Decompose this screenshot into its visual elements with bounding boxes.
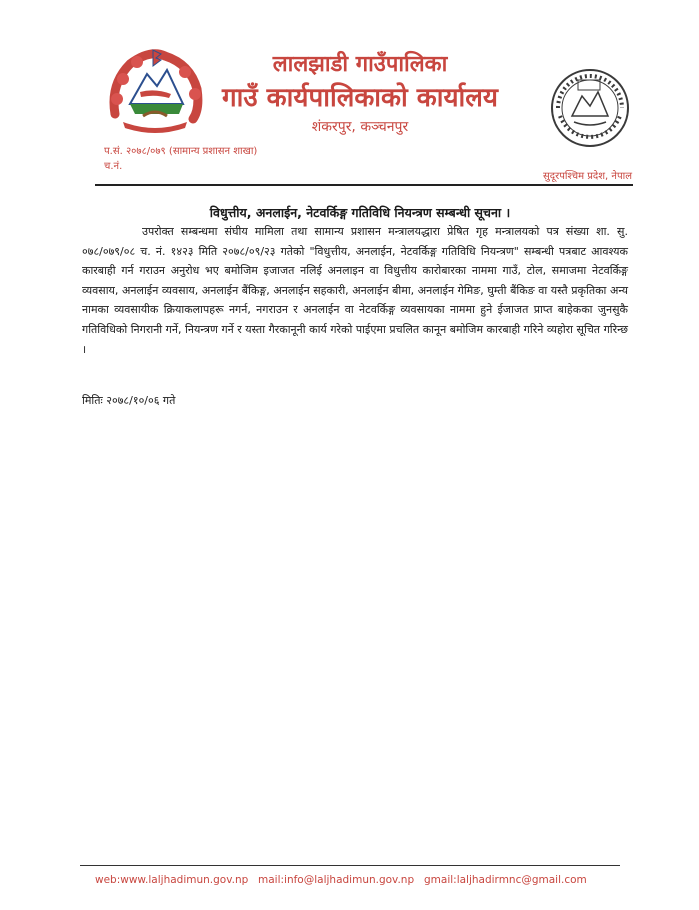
office-address: शंकरपुर, कञ्चनपुर <box>311 119 409 135</box>
footer-gmail: gmail:laljhadirmnc@gmail.com <box>424 874 587 886</box>
municipality-name: लालझाडी गाउँपालिका <box>272 52 448 77</box>
province-name: सुदूरपश्चिम प्रदेश, नेपाल <box>543 171 632 182</box>
notice-title: विधुत्तीय, अनलाईन, नेटवर्किङ्ग गतिविधि नियन्त्रण सम्बन्धी सूचना । <box>209 205 511 220</box>
header-divider <box>95 184 633 186</box>
nepal-government-emblem-icon <box>105 44 205 134</box>
dispatch-number: च.नं. <box>104 161 123 172</box>
notice-body: उपरोक्त सम्बन्धमा संघीय मामिला तथा सामान्य प्रशासन मन्त्रालयद्धारा प्रेषित गृह मन्त्रालयको पत्र संख्या शा. सु. ०७८/०७९/०८ च. नं. १४२३ मिति २०७८/०९/२३ गतेको "विधुत्तीय, अनलाईन, नेटवर्किङ्ग गतिविधि नियन्त्रण" सम्बन्धी पत्रबाट आवश्यक कारबाही गर्न गराउन अनुरोध भए बमोजिम इजाजत नलिई अनलाइन वा विधुत्तीय कारोबारका नाममा गाउँ, टोल, समाजमा नेटवर्किङ्ग व्यवसाय, अनलाईन व्यवसाय, अनलाईन बैंकिङ्ग, अनलाईन सहकारी, अनलाईन बीमा, अनलाईन गेमिङ, घुम्ती बैंकिङ वा यस्तै प्रकृतिका अन्य नामका व्यवसायीक क्रियाकलापहरू नगर्न, नगराउन र अनलाईन वा नेटवर्किङ्ग व्यवसायका नाममा हुने ईजाजत प्राप्त बाहेकका जुनसुकै गतिविधिको निगरानी गर्ने, नियन्त्रण गर्ने र यस्ता गैरकानूनी कार्य गरेको पाईएमा प्रचलित कानून बमोजिम कारबाही गरिने व्यहोरा सूचित गरिन्छ । <box>82 225 628 356</box>
municipality-seal-icon <box>548 66 632 150</box>
reference-number: प.सं. २०७८/०७९ (सामान्य प्रशासन शाखा) <box>104 146 258 157</box>
footer-website: web:www.laljhadimun.gov.np <box>95 874 249 886</box>
footer-email: mail:info@laljhadimun.gov.np <box>258 874 415 886</box>
footer-divider <box>80 865 620 866</box>
office-name: गाउँ कार्यपालिकाको कार्यालय <box>222 83 498 113</box>
notice-date: मितिः २०७८/१०/०६ गते <box>82 394 176 407</box>
